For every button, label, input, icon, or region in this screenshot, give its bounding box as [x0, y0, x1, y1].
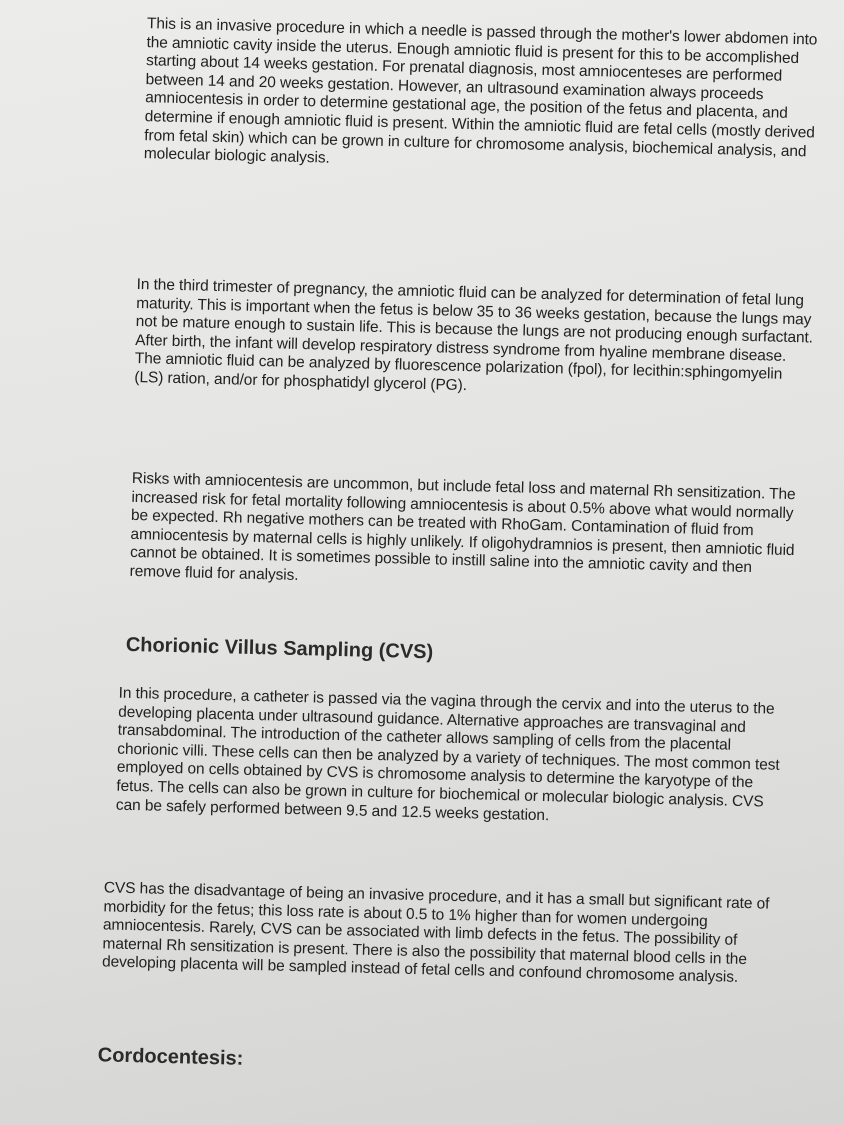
paragraph-fetal-lung-maturity: In the third trimester of pregnancy, the amniotic fluid can be analyzed for determination of fetal lung maturity. This is important when the fetus is below 35 to 36 weeks gestation, because the lungs may not be mature enough to sustain life. This is because the lungs are not producing enough surfactant. After birth, the infant will develop respiratory distress syndrome from hyaline membrane disease. The amniotic fluid can be analyzed by fluorescence polarization (fpol), for lecithin:sphingomyelin (LS) ration, and/or for phosphatidyl glycerol (PG).: [134, 275, 814, 395]
paragraph-cvs-disadvantages: CVS has the disadvantage of being an invasive procedure, and it has a small but significant rate of morbidity for the fetus; this loss rate is about 0.5 to 1% higher than for women undergoing amniocentesis. Rarely, CVS can be associated with limb defects in the fetus. The possibility of maternal Rh sensitization is present. There is also the possibility that maternal blood cells in the developing placenta will be sampled instead of fetal cells and confound chromosome analysis.: [101, 879, 770, 987]
paragraph-amniocentesis-risks: Risks with amniocentesis are uncommon, but include fetal loss and maternal Rh sensitization. The increased risk for fetal mortality following amniocentesis is about 0.5% above what would normally be expected. Rh negative mothers can be treated with RhoGam. Contamination of fluid from amniocentesis by maternal cells is highly unlikely. If oligohydramnios is present, then amniotic fluid cannot be obtained. It is sometimes possible to instill saline into the amniotic cavity and then remove fluid for analysis.: [129, 469, 796, 585]
heading-chorionic-villus-sampling: Chorionic Villus Sampling (CVS): [125, 633, 434, 664]
paragraph-amniocentesis-procedure: This is an invasive procedure in which a needle is passed through the mother's lower abdomen into the amniotic cavity inside the uterus. Enough amniotic fluid is present for this to be accomplished starting about 14 weeks gestation. For prenatal diagnosis, most amniocenteses are performed between 14 and 20 weeks gestation. However, an ultrasound examination always proceeds amniocentesis in order to determine gestational age, the position of the fetus and placenta, and determine if enough amniotic fluid is present. Within the amniotic fluid are fetal cells (mostly derived from fetal skin) which can be grown in culture for chromosome analysis, biochemical analysis, and molecular biologic analysis.: [143, 15, 818, 167]
paragraph-cvs-procedure: In this procedure, a catheter is passed via the vagina through the cervix and into the uterus to the developing placenta under ultrasound guidance. Alternative approaches are transvaginal and transabdominal. The introduction of the catheter allows sampling of cells from the placental chorionic villi. These cells can then be analyzed by a variety of techniques. The most common test employed on cells obtained by CVS is chromosome analysis to determine the karyotype of the fetus. The cells can also be grown in culture for biochemical or molecular biologic analysis. CVS can be safely performed between 9.5 and 12.5 weeks gestation.: [115, 684, 780, 824]
heading-cordocentesis: Cordocentesis:: [97, 1044, 244, 1070]
